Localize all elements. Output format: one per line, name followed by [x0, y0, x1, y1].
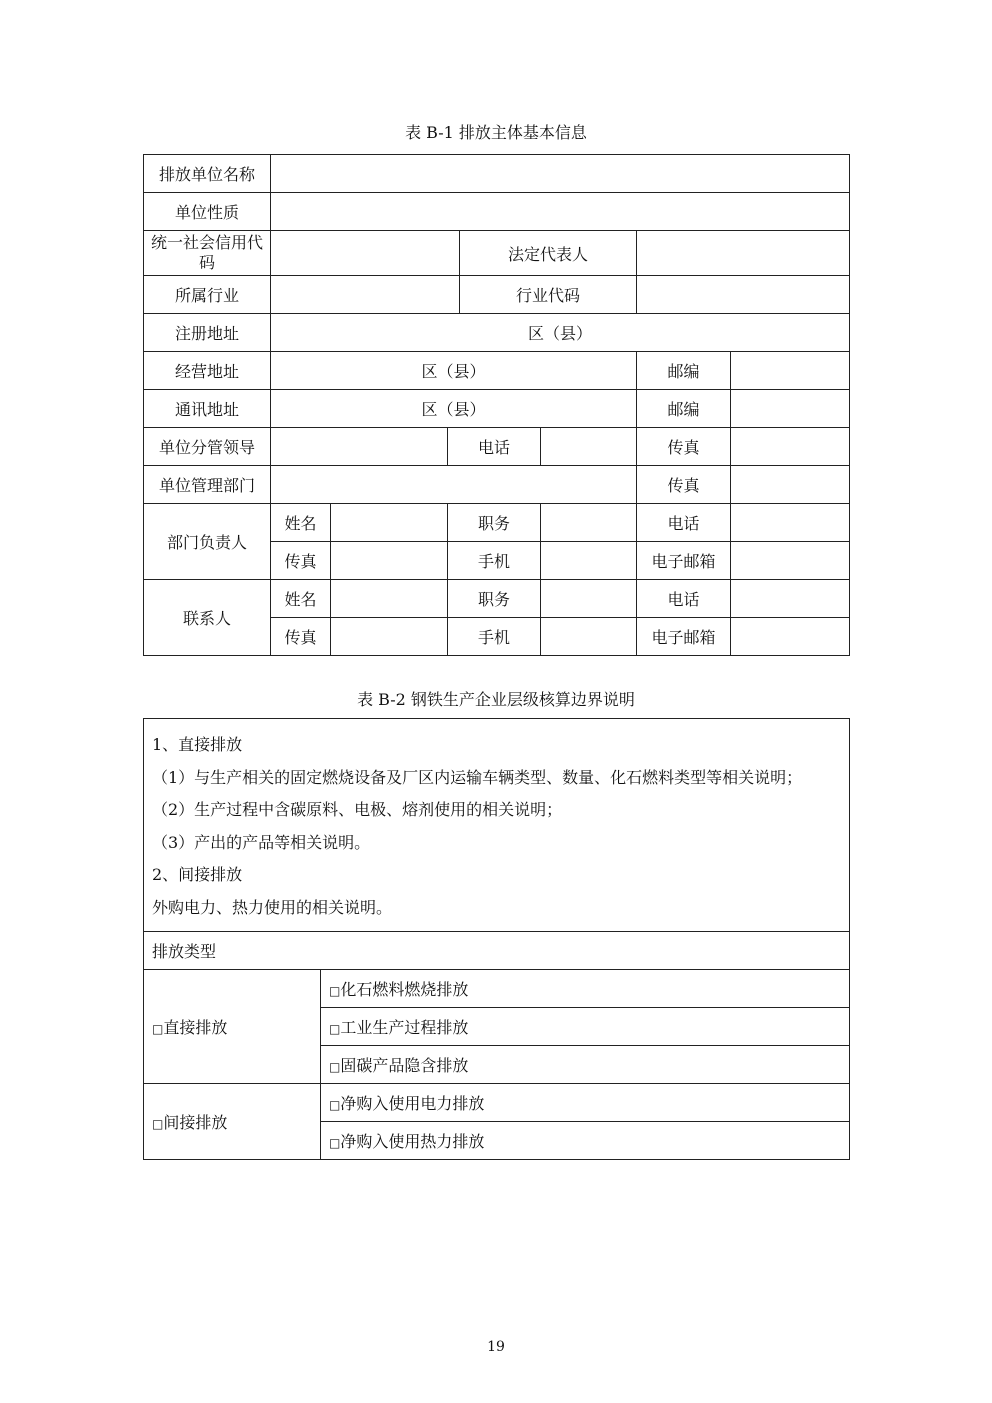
input-industry-code[interactable]	[637, 276, 850, 314]
input-contact-fax[interactable]	[331, 618, 448, 656]
option-label: 净购入使用热力排放	[340, 1131, 485, 1151]
input-mail-address[interactable]: 区（县）	[271, 390, 637, 428]
input-unit-name[interactable]	[271, 155, 850, 193]
input-reg-address[interactable]: 区（县）	[271, 314, 850, 352]
label-op-address: 经营地址	[144, 352, 271, 390]
direct-emission-label: 直接排放	[163, 1017, 228, 1037]
label-dept-head: 部门负责人	[144, 504, 271, 580]
input-head-mobile[interactable]	[541, 542, 637, 580]
label-head-phone: 电话	[637, 504, 731, 542]
input-industry[interactable]	[271, 276, 460, 314]
label-unit-name: 排放单位名称	[144, 155, 271, 193]
input-head-position[interactable]	[541, 504, 637, 542]
boundary-table	[143, 718, 850, 1160]
label-head-fax: 传真	[271, 542, 331, 580]
label-contact-position: 职务	[448, 580, 541, 618]
input-head-email[interactable]	[731, 542, 850, 580]
label-contact-fax: 传真	[271, 618, 331, 656]
input-op-postcode[interactable]	[731, 352, 850, 390]
input-op-address[interactable]: 区（县）	[271, 352, 637, 390]
label-contact-name: 姓名	[271, 580, 331, 618]
input-contact-name[interactable]	[331, 580, 448, 618]
label-head-position: 职务	[448, 504, 541, 542]
option-label: 化石燃料燃烧排放	[340, 979, 469, 999]
fossil-fuel-option[interactable]	[321, 969, 850, 1007]
label-contact-mobile: 手机	[448, 618, 541, 656]
direct-emission-option[interactable]	[144, 969, 321, 1083]
boundary-notes	[144, 719, 850, 932]
input-contact-email[interactable]	[731, 618, 850, 656]
emission-type-header: 排放类型	[144, 931, 850, 969]
option-label: 净购入使用电力排放	[340, 1093, 485, 1113]
net-electricity-option[interactable]	[321, 1083, 850, 1121]
note-line: 2、间接排放	[152, 865, 243, 885]
page-number: 19	[487, 1339, 505, 1355]
label-head-email: 电子邮箱	[637, 542, 731, 580]
input-credit-code[interactable]	[271, 231, 460, 276]
label-credit-code: 统一社会信用代码	[144, 231, 271, 276]
label-mail-address: 通讯地址	[144, 390, 271, 428]
option-label: 固碳产品隐含排放	[340, 1055, 469, 1075]
label-contact-phone: 电话	[637, 580, 731, 618]
label-industry-code: 行业代码	[460, 276, 637, 314]
checkbox-icon[interactable]: □	[329, 1097, 341, 1112]
basic-info-table	[143, 154, 850, 656]
checkbox-icon[interactable]: □	[329, 1135, 341, 1150]
note-line: （2）生产过程中含碳原料、电极、熔剂使用的相关说明；	[152, 800, 563, 820]
net-heat-option[interactable]	[321, 1121, 850, 1159]
input-mail-postcode[interactable]	[731, 390, 850, 428]
label-contact: 联系人	[144, 580, 271, 656]
input-unit-nature[interactable]	[271, 193, 850, 231]
label-leader-phone: 电话	[448, 428, 541, 466]
label-unit-nature: 单位性质	[144, 193, 271, 231]
input-contact-mobile[interactable]	[541, 618, 637, 656]
table2-caption: 表 B-2 钢铁生产企业层级核算边界说明	[357, 690, 635, 709]
label-leader-fax: 传真	[637, 428, 731, 466]
indirect-emission-label: 间接排放	[163, 1112, 228, 1132]
input-head-phone[interactable]	[731, 504, 850, 542]
label-contact-email: 电子邮箱	[637, 618, 731, 656]
checkbox-icon[interactable]: □	[329, 1021, 341, 1036]
industrial-process-option[interactable]	[321, 1007, 850, 1045]
label-op-postcode: 邮编	[637, 352, 731, 390]
table1-caption: 表 B-1 排放主体基本信息	[405, 123, 587, 142]
label-head-mobile: 手机	[448, 542, 541, 580]
checkbox-icon[interactable]: □	[152, 1116, 164, 1131]
checkbox-icon[interactable]: □	[152, 1021, 164, 1036]
input-leader-phone[interactable]	[541, 428, 637, 466]
input-mgmt-fax[interactable]	[731, 466, 850, 504]
input-legal-rep[interactable]	[637, 231, 850, 276]
note-line: 1、直接排放	[152, 735, 243, 754]
label-mail-postcode: 邮编	[637, 390, 731, 428]
checkbox-icon[interactable]: □	[329, 1059, 341, 1074]
input-head-name[interactable]	[331, 504, 448, 542]
input-contact-position[interactable]	[541, 580, 637, 618]
label-legal-rep: 法定代表人	[460, 231, 637, 276]
indirect-emission-option[interactable]	[144, 1083, 321, 1159]
input-contact-phone[interactable]	[731, 580, 850, 618]
note-line: （1）与生产相关的固定燃烧设备及厂区内运输车辆类型、数量、化石燃料类型等相关说明；	[152, 767, 803, 787]
checkbox-icon[interactable]: □	[329, 983, 341, 998]
label-mgmt-dept: 单位管理部门	[144, 466, 271, 504]
label-industry: 所属行业	[144, 276, 271, 314]
label-reg-address: 注册地址	[144, 314, 271, 352]
input-mgmt-dept[interactable]	[271, 466, 637, 504]
carbon-fixation-option[interactable]	[321, 1045, 850, 1083]
input-leader-fax[interactable]	[731, 428, 850, 466]
label-head-name: 姓名	[271, 504, 331, 542]
input-head-fax[interactable]	[331, 542, 448, 580]
option-label: 工业生产过程排放	[340, 1017, 469, 1037]
note-line: （3）产出的产品等相关说明。	[152, 832, 371, 852]
label-leader: 单位分管领导	[144, 428, 271, 466]
label-mgmt-fax: 传真	[637, 466, 731, 504]
note-line: 外购电力、热力使用的相关说明。	[152, 897, 393, 917]
input-leader[interactable]	[271, 428, 448, 466]
